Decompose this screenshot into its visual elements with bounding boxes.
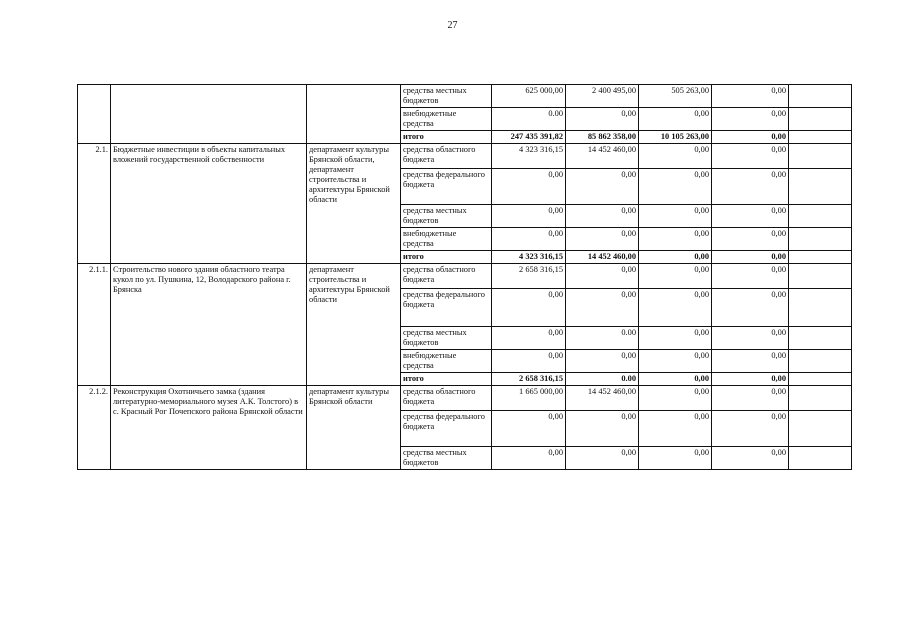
empty-cell bbox=[789, 289, 852, 327]
amount-cell-v2: 0,00 bbox=[566, 411, 639, 447]
funding-source-cell: средства местных бюджетов bbox=[401, 447, 492, 470]
funding-source-cell: средства областного бюджета bbox=[401, 386, 492, 411]
amount-cell-v4: 0,00 bbox=[712, 264, 789, 289]
table-row bbox=[78, 386, 852, 411]
dept-cell bbox=[307, 85, 401, 144]
funding-source-cell: итого bbox=[401, 131, 492, 144]
funding-source-cell: итого bbox=[401, 251, 492, 264]
funding-source-cell: средства федерального бюджета bbox=[401, 289, 492, 327]
empty-cell bbox=[789, 144, 852, 169]
amount-cell-v4: 0,00 bbox=[712, 228, 789, 251]
amount-cell-v3: 0,00 bbox=[639, 144, 712, 169]
amount-cell-v4: 0,00 bbox=[712, 386, 789, 411]
amount-cell-v4: 0,00 bbox=[712, 85, 789, 108]
amount-cell-v1: 2 658 316,15 bbox=[492, 373, 566, 386]
funding-source-cell: средства областного бюджета bbox=[401, 144, 492, 169]
amount-cell-v1: 0,00 bbox=[492, 327, 566, 350]
amount-cell-v3: 0,00 bbox=[639, 447, 712, 470]
budget-table bbox=[77, 84, 852, 470]
empty-cell bbox=[789, 131, 852, 144]
amount-cell-v3: 0,00 bbox=[639, 264, 712, 289]
amount-cell-v1: 4 323 316,15 bbox=[492, 144, 566, 169]
amount-cell-v1: 0,00 bbox=[492, 228, 566, 251]
amount-cell-v1: 247 435 391,82 bbox=[492, 131, 566, 144]
page-number: 27 bbox=[447, 20, 458, 31]
responsible-department: департамент культуры Брянской области bbox=[307, 386, 401, 470]
funding-source-cell: внебюджетные средства bbox=[401, 350, 492, 373]
budget-table-body bbox=[78, 85, 852, 470]
funding-source-cell: средства федерального бюджета bbox=[401, 411, 492, 447]
item-index: 2.1.2. bbox=[78, 386, 111, 470]
table-row bbox=[78, 85, 852, 108]
responsible-department: департамент культуры Брянской области, департамент строительства и архитектуры Брянской области bbox=[307, 144, 401, 264]
amount-cell-v4: 0,00 bbox=[712, 144, 789, 169]
amount-cell-v4: 0,00 bbox=[712, 289, 789, 327]
amount-cell-v1: 4 323 316,15 bbox=[492, 251, 566, 264]
amount-cell-v2: 0,00 bbox=[566, 447, 639, 470]
funding-source-cell: средства федерального бюджета bbox=[401, 169, 492, 205]
empty-cell bbox=[789, 85, 852, 108]
amount-cell-v1: 0,00 bbox=[492, 205, 566, 228]
funding-source-cell: внебюджетные средства bbox=[401, 228, 492, 251]
amount-cell-v4: 0,00 bbox=[712, 447, 789, 470]
amount-cell-v2: 0,00 bbox=[566, 350, 639, 373]
amount-cell-v3: 10 105 263,00 bbox=[639, 131, 712, 144]
funding-source-cell: средства местных бюджетов bbox=[401, 205, 492, 228]
empty-cell bbox=[789, 264, 852, 289]
funding-source-cell: средства областного бюджета bbox=[401, 264, 492, 289]
amount-cell-v1: 2 658 316,15 bbox=[492, 264, 566, 289]
funding-source-cell: внебюджетные средства bbox=[401, 108, 492, 131]
empty-cell bbox=[789, 411, 852, 447]
amount-cell-v2: 14 452 460,00 bbox=[566, 386, 639, 411]
name-cell bbox=[111, 85, 307, 144]
table-row bbox=[78, 144, 852, 169]
item-index: 2.1. bbox=[78, 144, 111, 264]
amount-cell-v2: 0,00 bbox=[566, 289, 639, 327]
amount-cell-v2: 85 862 358,00 bbox=[566, 131, 639, 144]
amount-cell-v1: 0,00 bbox=[492, 447, 566, 470]
amount-cell-v3: 0,00 bbox=[639, 327, 712, 350]
amount-cell-v1: 0,00 bbox=[492, 289, 566, 327]
amount-cell-v3: 0,00 bbox=[639, 169, 712, 205]
amount-cell-v4: 0,00 bbox=[712, 169, 789, 205]
empty-cell bbox=[789, 386, 852, 411]
empty-cell bbox=[789, 228, 852, 251]
amount-cell-v2: 0,00 bbox=[566, 228, 639, 251]
empty-cell bbox=[789, 447, 852, 470]
amount-cell-v4: 0,00 bbox=[712, 251, 789, 264]
amount-cell-v4: 0,00 bbox=[712, 205, 789, 228]
amount-cell-v1: 0.00 bbox=[492, 108, 566, 131]
responsible-department: департамент строительства и архитектуры Брянской области bbox=[307, 264, 401, 386]
table-row bbox=[78, 264, 852, 289]
amount-cell-v4: 0,00 bbox=[712, 411, 789, 447]
amount-cell-v3: 0,00 bbox=[639, 289, 712, 327]
amount-cell-v2: 0.00 bbox=[566, 327, 639, 350]
item-name: Бюджетные инвестиции в объекты капитальных вложений государственной собственности bbox=[111, 144, 307, 264]
item-name: Реконструкция Охотничьего замка (здания литературно-мемориального музея А.К. Толстого) в с. Красный Рог Почепского района Брянской области bbox=[111, 386, 307, 470]
amount-cell-v4: 0,00 bbox=[712, 108, 789, 131]
amount-cell-v3: 0,00 bbox=[639, 373, 712, 386]
item-name: Строительство нового здания областного театра кукол по ул. Пушкина, 12, Володарского района г. Брянска bbox=[111, 264, 307, 386]
amount-cell-v3: 0,00 bbox=[639, 350, 712, 373]
amount-cell-v3: 505 263,00 bbox=[639, 85, 712, 108]
amount-cell-v3: 0,00 bbox=[639, 411, 712, 447]
empty-cell bbox=[789, 350, 852, 373]
amount-cell-v3: 0,00 bbox=[639, 205, 712, 228]
amount-cell-v4: 0,00 bbox=[712, 327, 789, 350]
amount-cell-v2: 0,00 bbox=[566, 169, 639, 205]
amount-cell-v1: 625 000,00 bbox=[492, 85, 566, 108]
amount-cell-v2: 0,00 bbox=[566, 205, 639, 228]
amount-cell-v1: 0,00 bbox=[492, 169, 566, 205]
amount-cell-v2: 14 452 460,00 bbox=[566, 144, 639, 169]
empty-cell bbox=[789, 373, 852, 386]
amount-cell-v2: 0,00 bbox=[566, 264, 639, 289]
amount-cell-v1: 1 665 000,00 bbox=[492, 386, 566, 411]
amount-cell-v2: 0.00 bbox=[566, 373, 639, 386]
amount-cell-v2: 14 452 460,00 bbox=[566, 251, 639, 264]
amount-cell-v4: 0,00 bbox=[712, 373, 789, 386]
amount-cell-v4: 0,00 bbox=[712, 131, 789, 144]
empty-cell bbox=[789, 108, 852, 131]
amount-cell-v2: 0,00 bbox=[566, 108, 639, 131]
amount-cell-v1: 0,00 bbox=[492, 411, 566, 447]
empty-cell bbox=[789, 169, 852, 205]
amount-cell-v1: 0,00 bbox=[492, 350, 566, 373]
funding-source-cell: средства местных бюджетов bbox=[401, 327, 492, 350]
index-cell bbox=[78, 85, 111, 144]
item-index: 2.1.1. bbox=[78, 264, 111, 386]
funding-source-cell: средства местных бюджетов bbox=[401, 85, 492, 108]
empty-cell bbox=[789, 205, 852, 228]
amount-cell-v4: 0,00 bbox=[712, 350, 789, 373]
empty-cell bbox=[789, 251, 852, 264]
amount-cell-v3: 0,00 bbox=[639, 228, 712, 251]
amount-cell-v3: 0,00 bbox=[639, 108, 712, 131]
empty-cell bbox=[789, 327, 852, 350]
funding-source-cell: итого bbox=[401, 373, 492, 386]
amount-cell-v2: 2 400 495,00 bbox=[566, 85, 639, 108]
amount-cell-v3: 0,00 bbox=[639, 251, 712, 264]
amount-cell-v3: 0,00 bbox=[639, 386, 712, 411]
